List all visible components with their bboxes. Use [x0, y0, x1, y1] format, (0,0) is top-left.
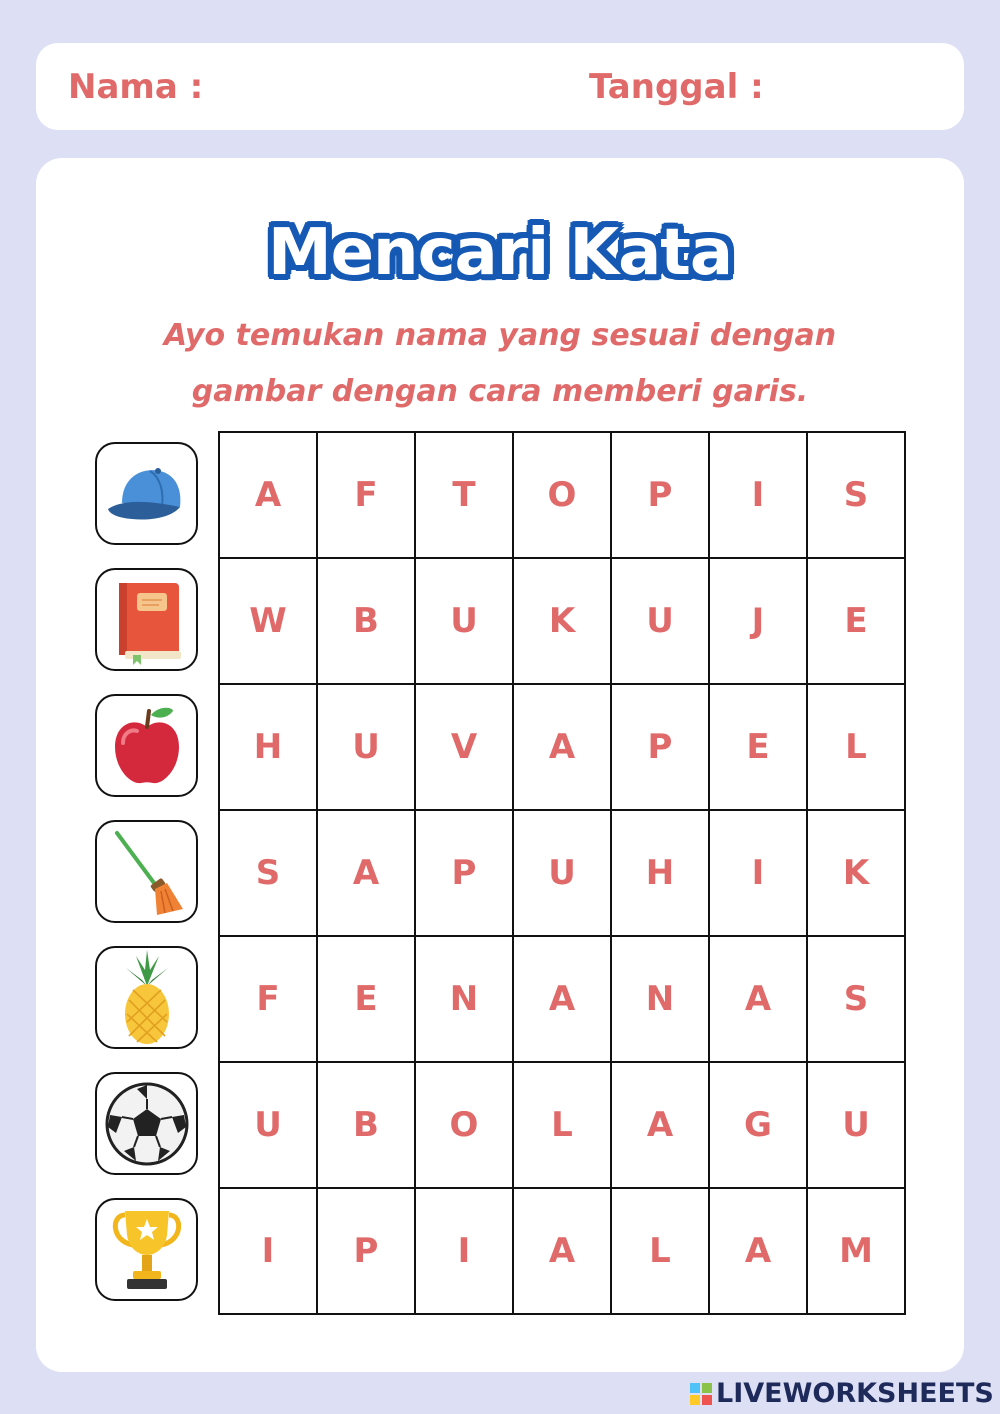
worksheet-card [36, 158, 964, 1372]
pineapple-picture [95, 946, 198, 1049]
header-card [36, 43, 964, 130]
grid-cell[interactable]: J [709, 558, 807, 684]
grid-cell[interactable]: A [611, 1062, 709, 1188]
grid-cell[interactable]: P [317, 1188, 415, 1314]
grid-cell[interactable]: F [219, 936, 317, 1062]
grid-cell[interactable]: A [513, 936, 611, 1062]
grid-row [219, 810, 905, 936]
grid-cell[interactable]: K [513, 558, 611, 684]
liveworksheets-logo [690, 1378, 994, 1409]
grid-cell[interactable]: P [611, 684, 709, 810]
grid-cell[interactable]: U [219, 1062, 317, 1188]
cap-icon [102, 459, 192, 529]
grid-cell[interactable]: A [317, 810, 415, 936]
soccer-ball-icon [104, 1081, 190, 1167]
grid-cell[interactable]: U [807, 1062, 905, 1188]
grid-cell[interactable]: S [807, 936, 905, 1062]
instructions [36, 308, 964, 420]
soccer-ball-picture [95, 1072, 198, 1175]
broom-icon [107, 827, 187, 917]
grid-cell[interactable]: G [709, 1062, 807, 1188]
grid-cell[interactable]: V [415, 684, 513, 810]
grid-row [219, 936, 905, 1062]
grid-cell[interactable]: A [709, 1188, 807, 1314]
grid-cell[interactable]: T [415, 432, 513, 558]
grid-row [219, 432, 905, 558]
grid-cell[interactable]: E [807, 558, 905, 684]
grid-cell[interactable]: A [513, 684, 611, 810]
word-search-grid [218, 431, 906, 1315]
worksheet-title: Mencari Kata [267, 216, 733, 290]
grid-cell[interactable]: N [415, 936, 513, 1062]
grid-cell[interactable]: U [317, 684, 415, 810]
grid-cell[interactable]: W [219, 558, 317, 684]
trophy-icon [107, 1205, 187, 1295]
grid-cell[interactable]: P [415, 810, 513, 936]
grid-cell[interactable]: H [611, 810, 709, 936]
grid-cell[interactable]: O [415, 1062, 513, 1188]
grid-cell[interactable]: K [807, 810, 905, 936]
grid-cell[interactable]: F [317, 432, 415, 558]
grid-row [219, 1188, 905, 1314]
book-icon [107, 575, 187, 665]
broom-picture [95, 820, 198, 923]
grid-cell[interactable]: B [317, 558, 415, 684]
grid-cell[interactable]: E [709, 684, 807, 810]
name-label: Nama : [68, 67, 204, 107]
apple-icon [107, 703, 187, 789]
grid-cell[interactable]: S [807, 432, 905, 558]
instructions-line-2: gambar dengan cara memberi garis. [191, 374, 809, 409]
grid-cell[interactable]: H [219, 684, 317, 810]
grid-cell[interactable]: E [317, 936, 415, 1062]
name-input[interactable] [196, 65, 580, 111]
grid-cell[interactable]: L [513, 1062, 611, 1188]
cap-picture [95, 442, 198, 545]
grid-cell[interactable]: I [709, 810, 807, 936]
brand-text: LIVEWORKSHEETS [716, 1378, 994, 1409]
grid-cell[interactable]: I [709, 432, 807, 558]
instructions-line-1: Ayo temukan nama yang sesuai dengan [163, 318, 837, 353]
book-picture [95, 568, 198, 671]
apple-picture [95, 694, 198, 797]
grid-cell[interactable]: B [317, 1062, 415, 1188]
grid-cell[interactable]: U [513, 810, 611, 936]
grid-cell[interactable]: A [513, 1188, 611, 1314]
grid-cell[interactable]: A [709, 936, 807, 1062]
grid-cell[interactable]: P [611, 432, 709, 558]
grid-cell[interactable]: S [219, 810, 317, 936]
grid-cell[interactable]: O [513, 432, 611, 558]
grid-cell[interactable]: A [219, 432, 317, 558]
pineapple-icon [112, 950, 182, 1046]
grid-cell[interactable]: N [611, 936, 709, 1062]
date-label: Tanggal : [589, 67, 764, 107]
grid-cell[interactable]: I [415, 1188, 513, 1314]
liveworksheets-logo-icon [690, 1383, 712, 1405]
grid-cell[interactable]: U [415, 558, 513, 684]
trophy-picture [95, 1198, 198, 1301]
grid-row [219, 1062, 905, 1188]
grid-row [219, 684, 905, 810]
grid-cell[interactable]: L [807, 684, 905, 810]
grid-cell[interactable]: M [807, 1188, 905, 1314]
grid-cell[interactable]: L [611, 1188, 709, 1314]
grid-cell[interactable]: U [611, 558, 709, 684]
grid-cell[interactable]: I [219, 1188, 317, 1314]
grid-row [219, 558, 905, 684]
date-input[interactable] [756, 65, 950, 111]
